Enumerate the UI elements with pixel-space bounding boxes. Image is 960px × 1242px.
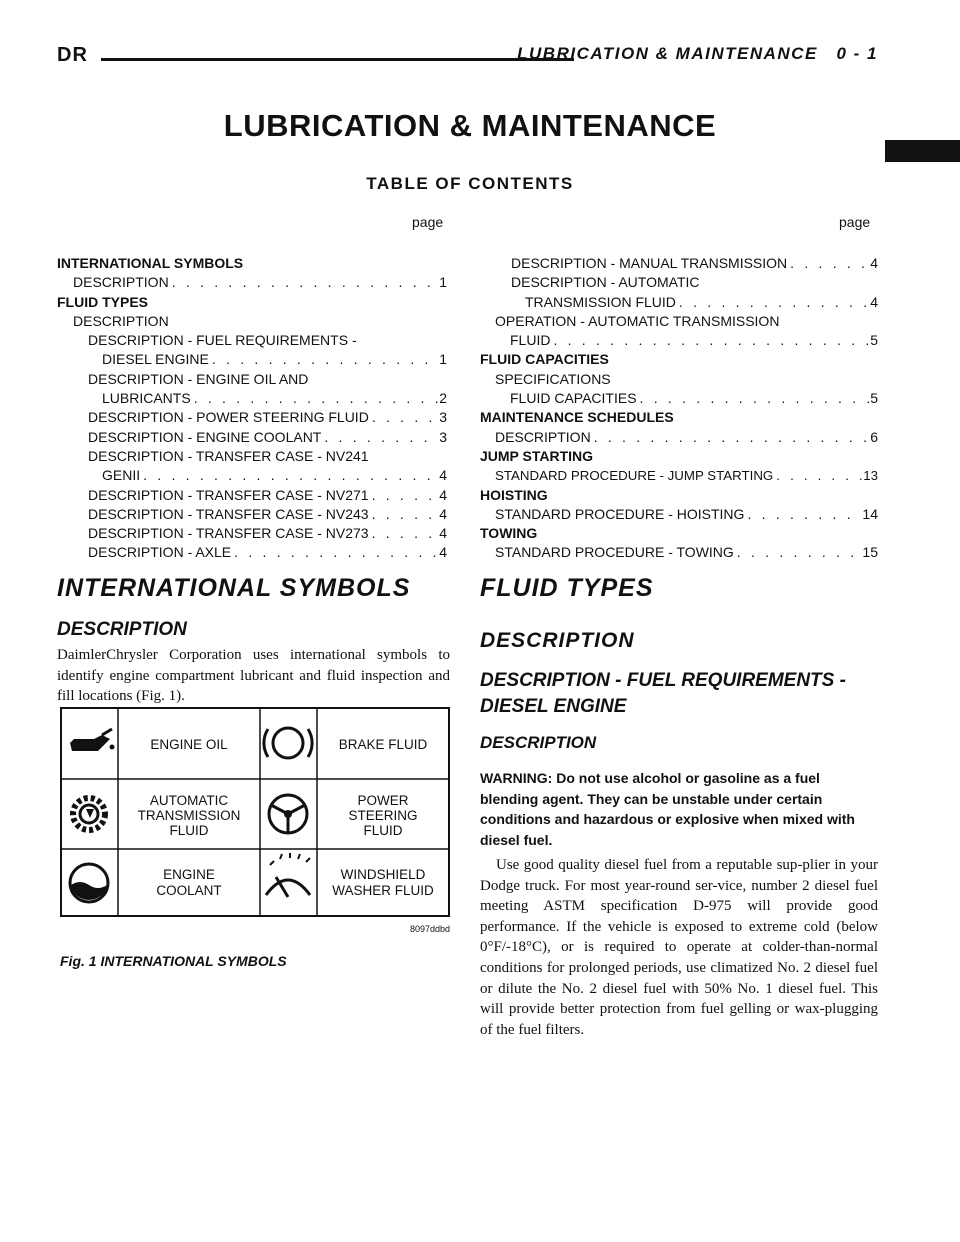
toc-entry[interactable]: MAINTENANCE SCHEDULES [480, 409, 674, 426]
toc-entry[interactable]: SPECIFICATIONS [495, 370, 611, 387]
section-heading-international-symbols: INTERNATIONAL SYMBOLS [57, 574, 411, 602]
toc-entry[interactable]: DESCRIPTION - TRANSFER CASE - NV271 . . . 4 [57, 486, 447, 505]
international-symbols-figure [60, 707, 450, 943]
intl-body-paragraph: DaimlerChrysler Corporation uses international symbols to identify engine compartment lubricant and fluid inspection and fill locations (Fig. 1). [57, 647, 450, 705]
toc-entry[interactable]: INTERNATIONAL SYMBOLS [57, 255, 244, 271]
toc-entry[interactable]: DESCRIPTION . . . 6 [480, 428, 878, 447]
figure-label-washer-fluid: WASHER FLUID [332, 883, 434, 898]
diesel-fuel-paragraph: Use good quality diesel fuel from a reputable sup-plier in your Dodge truck. For most year-round ser-vice, number 2 diesel fuel meeting ASTM specification D-975 will provide good performance. If the vehicle is exposed to extreme cold (below 0°F/-18°C), or is required to operate at colder-than-normal conditions for prolonged periods, use climatized No. 2 diesel fuel or dilute the No. 2 diesel fuel with 50% No. 1 diesel fuel. This will provide better protection from fuel gelling or wax-plugging of the fuel filters. [480, 857, 878, 1038]
section-heading-fluid-types: FLUID TYPES [480, 574, 654, 602]
toc-entry[interactable]: STANDARD PROCEDURE - TOWING . . . 15 [480, 543, 878, 562]
toc-entry[interactable]: DESCRIPTION - AXLE . . . 4 [57, 543, 447, 562]
header-page-number: 0 - 1 [836, 44, 878, 63]
toc-entry[interactable]: GENII . . . 4 [57, 466, 447, 485]
toc-entry[interactable]: DESCRIPTION - ENGINE COOLANT . . . 3 [57, 428, 447, 447]
subheading-description: DESCRIPTION [57, 619, 187, 640]
warning-paragraph: WARNING: Do not use alcohol or gasoline as a fuel blending agent. They can be unstable under certain conditions and hazardous or explosive when mixed with diesel fuel. [480, 770, 855, 848]
toc-entry[interactable]: TOWING [480, 525, 538, 542]
figure-label-windshield: WINDSHIELD [340, 867, 426, 882]
toc-entry[interactable]: TRANSMISSION FLUID . . . 4 [480, 293, 878, 312]
figure-label-fluid: FLUID [363, 823, 403, 838]
figure-label-engine: ENGINE [163, 867, 215, 882]
toc-entry[interactable]: DESCRIPTION - AUTOMATIC [511, 274, 700, 291]
running-header [57, 36, 878, 84]
toc-entry[interactable]: HOISTING [480, 486, 548, 503]
toc-entry[interactable]: JUMP STARTING [480, 447, 594, 464]
toc-entry[interactable]: DESCRIPTION [73, 312, 169, 329]
toc-entry[interactable]: DESCRIPTION - POWER STEERING FLUID . . . 3 [57, 408, 447, 427]
header-rule [101, 58, 574, 61]
toc-title: TABLE OF CONTENTS [366, 174, 574, 193]
figure-code: 8097ddbd [409, 924, 450, 934]
figure-label-engine-oil: ENGINE OIL [150, 737, 228, 752]
figure-caption: Fig. 1 INTERNATIONAL SYMBOLS [60, 953, 287, 969]
figure-label-fluid: FLUID [169, 823, 209, 838]
toc-entry[interactable]: STANDARD PROCEDURE - HOISTING . . . 14 [480, 505, 878, 524]
toc-entry[interactable]: STANDARD PROCEDURE - JUMP STARTING . . . 13 [480, 466, 878, 485]
figure-label-power: POWER [357, 793, 409, 808]
toc-entry[interactable]: DESCRIPTION - TRANSFER CASE - NV241 [88, 447, 369, 464]
page-title: LUBRICATION & MAINTENANCE [223, 108, 717, 143]
toc-entry[interactable]: OPERATION - AUTOMATIC TRANSMISSION [495, 312, 780, 329]
subheading-description: DESCRIPTION [480, 629, 635, 652]
subheading-description-2: DESCRIPTION [480, 733, 597, 752]
toc-page-label-left: page [412, 214, 444, 230]
toc-entry[interactable]: LUBRICANTS . . . 2 [57, 389, 447, 408]
toc-right-column [480, 254, 878, 563]
figure-label-transmission: TRANSMISSION [137, 808, 241, 823]
figure-label-steering: STEERING [348, 808, 418, 823]
toc-page-label-right: page [839, 214, 871, 230]
toc-entry[interactable]: DESCRIPTION - TRANSFER CASE - NV243 . . . 4 [57, 505, 447, 524]
toc-entry[interactable]: DESCRIPTION - MANUAL TRANSMISSION . . . 4 [480, 254, 878, 273]
header-model-code: DR [57, 44, 88, 66]
figure-label-brake-fluid: BRAKE FLUID [338, 737, 428, 752]
figure-label-automatic: AUTOMATIC [149, 793, 229, 808]
toc-entry[interactable]: FLUID TYPES [57, 293, 149, 310]
toc-entry[interactable]: DIESEL ENGINE . . . 1 [57, 350, 447, 369]
toc-entry[interactable]: DESCRIPTION - TRANSFER CASE - NV273 . . . 4 [57, 524, 447, 543]
toc-entry[interactable]: FLUID . . . 5 [480, 331, 878, 350]
toc-left-column [57, 254, 447, 563]
toc-entry[interactable]: DESCRIPTION - ENGINE OIL AND [88, 370, 309, 387]
toc-entry[interactable]: DESCRIPTION . . . 1 [57, 273, 447, 292]
toc-entry[interactable]: FLUID CAPACITIES . . . 5 [480, 389, 878, 408]
figure-label-coolant: COOLANT [156, 883, 222, 898]
header-section-title: LUBRICATION & MAINTENANCE 0 - 1 [517, 44, 878, 63]
subheading-fuel-requirements: DESCRIPTION - FUEL REQUIREMENTS - DIESEL ENGINE [480, 670, 846, 717]
toc-entry[interactable]: FLUID CAPACITIES [480, 351, 609, 368]
toc-entry[interactable]: DESCRIPTION - FUEL REQUIREMENTS - [88, 332, 357, 349]
